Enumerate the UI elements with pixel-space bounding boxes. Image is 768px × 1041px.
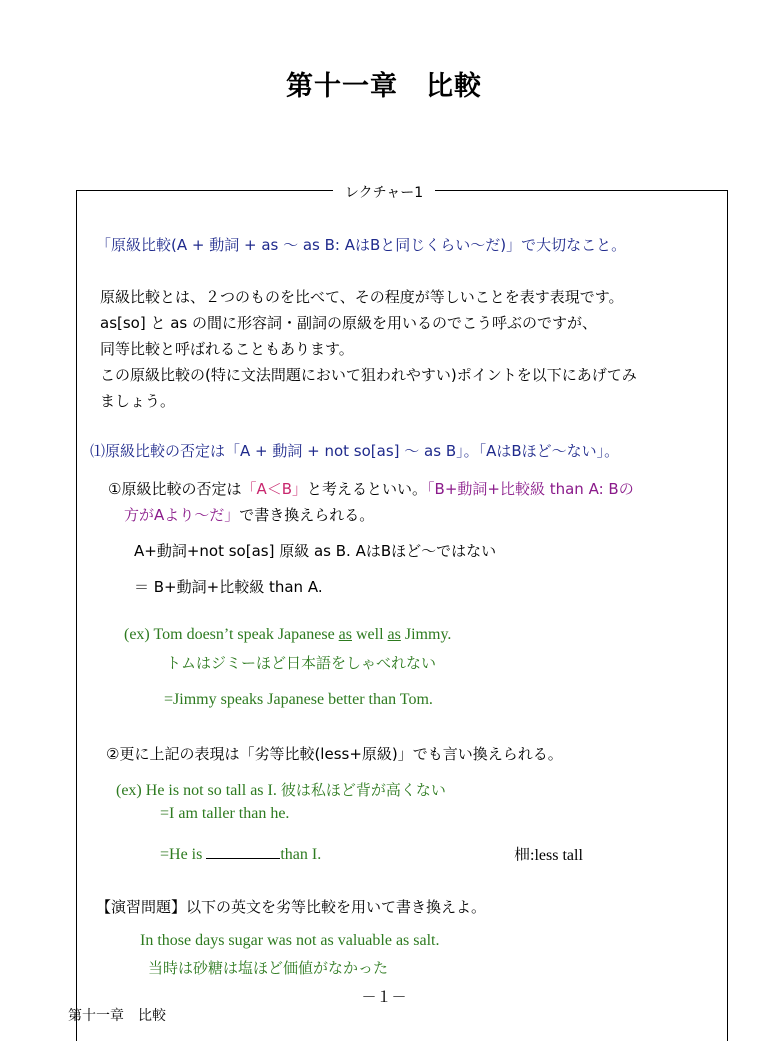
- exercise-english: In those days sugar was not as valuable as salt.: [140, 932, 440, 949]
- example-1-part-2: well: [352, 626, 388, 643]
- item-1-text-a: ①原級比較の否定は: [108, 480, 242, 498]
- example-2-line-3-b: than I.: [280, 846, 322, 863]
- answer-blank[interactable]: [206, 844, 280, 859]
- lecture-label-text: レクチャー1: [333, 185, 435, 201]
- item-1-text-b: と考えるといい。: [307, 480, 428, 498]
- example-2-japanese: 彼は私ほど背が高くない: [280, 781, 446, 799]
- item-1-line-2: [124, 504, 374, 525]
- example-2-line-2: =I am taller than he.: [160, 805, 290, 822]
- formula-line-1: A+動詞+not so[as] 原級 as B. AはBほど〜ではない: [134, 542, 497, 560]
- section-heading: 「原級比較(A + 動詞 + as 〜 as B: AはBと同じくらい〜だ)」で大切なこと。: [96, 236, 627, 254]
- intro-line-4: この原級比較の(特に文法問題において狙われやすい)ポイントを以下にあげてみ: [100, 366, 637, 384]
- intro-line-2: as[so] と as の間に形容詞・副詞の原級を用いるのでこう呼ぶのですが、: [100, 314, 598, 332]
- item-1-highlight-a: 「A＜B」: [241, 480, 308, 498]
- example-1-as-1: as: [338, 626, 352, 643]
- example-1-japanese: トムはジミーほど日本語をしゃべれない: [166, 654, 437, 672]
- formula-line-2: ＝ B+動詞+比較級 than A.: [134, 578, 323, 596]
- item-2-text: ②更に上記の表現は「劣等比較(less+原級)」でも言い換えられる。: [106, 745, 563, 763]
- example-1-part-3: Jimmy.: [400, 626, 452, 643]
- item-1-highlight-c: 方がAより〜だ」: [124, 506, 240, 524]
- page-number: －１－: [361, 988, 407, 1006]
- example-2-english: (ex) He is not so tall as I.: [116, 782, 281, 799]
- intro-line-3: 同等比較と呼ばれることもあります。: [100, 340, 354, 358]
- page-title: 第十一章 比較: [286, 71, 482, 102]
- exercise-heading: 【演習問題】以下の英文を劣等比較を用いて書き換えよ。: [96, 898, 487, 916]
- item-1-text-c: で書き換えられる。: [239, 506, 375, 524]
- example-2-line-3: [160, 844, 321, 864]
- example-1-part-1: (ex) Tom doesn’t speak Japanese: [124, 626, 339, 643]
- intro-line-5: ましょう。: [100, 392, 176, 410]
- intro-line-1: 原級比較とは、２つのものを比べて、その程度が等しいことを表す表現です。: [100, 288, 624, 306]
- example-1-english: [124, 626, 451, 644]
- example-1-rewrite: =Jimmy speaks Japanese better than Tom.: [164, 691, 433, 708]
- example-2-line-1: [116, 779, 446, 800]
- example-2-line-3-a: =He is: [160, 846, 207, 863]
- item-1-highlight-b: 「B+動詞+比較級 than A: Bの: [427, 480, 634, 498]
- exercise-japanese: 当時は砂糖は塩ほど価値がなかった: [148, 959, 389, 977]
- point-1-heading: ⑴原級比較の否定は「A + 動詞 + not so[as] 〜 as B」。「AはBほど〜ない」。: [90, 442, 620, 460]
- footer-chapter: 第十一章 比較: [68, 1008, 166, 1024]
- lecture-label: [0, 182, 768, 202]
- example-2-answer: 𣐬:less tall: [514, 847, 583, 864]
- example-1-as-2: as: [387, 626, 401, 643]
- item-1-line-1: [108, 478, 634, 499]
